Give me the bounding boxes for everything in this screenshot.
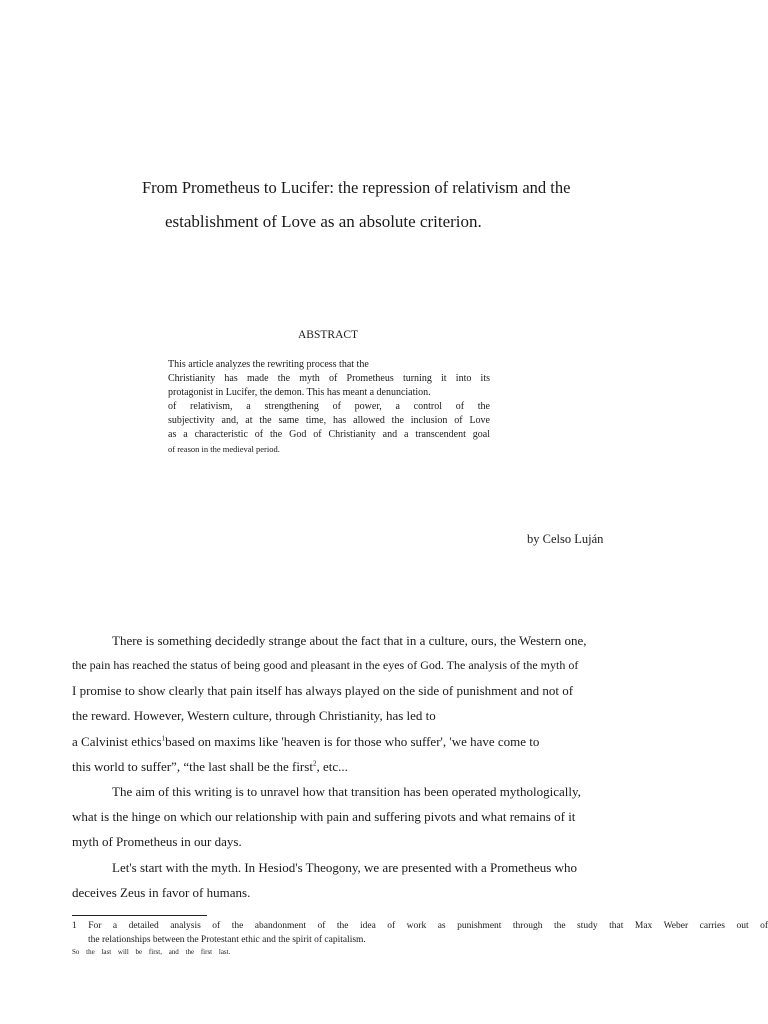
body-text-line: I promise to show clearly that pain itself has always played on the side of punishment and not of <box>72 683 574 698</box>
footnote-2: So the last will be first, and the first last. <box>72 948 231 956</box>
footnote-divider <box>72 915 207 916</box>
body-text-fragment: this world to suffer”, “the last shall be the first <box>72 759 313 774</box>
footnote-1-line-2: the relationships between the Protestant ethic and the spirit of capitalism. <box>88 935 366 945</box>
body-text-line: There is something decidedly strange about the fact that in a culture, ours, the Western one, <box>112 633 587 648</box>
body-text-line: the reward. However, Western culture, through Christianity, has led to <box>72 708 436 723</box>
body-text-line: what is the hinge on which our relationship with pain and suffering pivots and what remains of it <box>72 809 576 824</box>
abstract-line: Christianity has made the myth of Prometheus turning it into its <box>168 373 490 384</box>
footnote-ref-2[interactable]: 2 <box>312 759 317 768</box>
title-line-1: From Prometheus to Lucifer: the repression of relativism and the <box>142 178 571 197</box>
title-line-2: establishment of Love as an absolute criterion. <box>165 212 482 231</box>
body-text-line: The aim of this writing is to unravel how that transition has been operated mythologically, <box>112 784 581 799</box>
abstract-line: of relativism, a strengthening of power, a control of the <box>168 401 490 412</box>
abstract-line: of reason in the medieval period. <box>168 444 280 454</box>
body-text-line: myth of Prometheus in our days. <box>72 834 242 849</box>
body-text-line <box>72 759 348 775</box>
body-text-line: the pain has reached the status of being good and pleasant in the eyes of God. The analysis of the myth of <box>72 658 579 672</box>
abstract-line: protagonist in Lucifer, the demon. This has meant a denunciation. <box>168 387 431 398</box>
body-text-fragment: a Calvinist ethics <box>72 734 162 749</box>
body-text-line <box>72 734 539 750</box>
abstract-heading: ABSTRACT <box>298 329 359 341</box>
body-text-fragment: , etc... <box>316 759 348 774</box>
footnote-ref-1[interactable]: 1 <box>161 734 166 743</box>
footnote-1-line-1: 1 For a detailed analysis of the abandonment of the idea of work as punishment through the study that Max Weber carries out of <box>72 921 768 931</box>
body-text-fragment: based on maxims like 'heaven is for those who suffer', 'we have come to <box>165 734 540 749</box>
abstract-line: This article analyzes the rewriting process that the <box>168 359 369 370</box>
body-text-line: deceives Zeus in favor of humans. <box>72 885 251 900</box>
abstract-line: as a characteristic of the God of Christianity and a transcendent goal <box>168 429 490 440</box>
abstract-line: subjectivity and, at the same time, has allowed the inclusion of Love <box>168 415 490 426</box>
body-text-line: Let's start with the myth. In Hesiod's Theogony, we are presented with a Prometheus who <box>112 860 578 875</box>
author-byline: by Celso Luján <box>527 532 604 546</box>
